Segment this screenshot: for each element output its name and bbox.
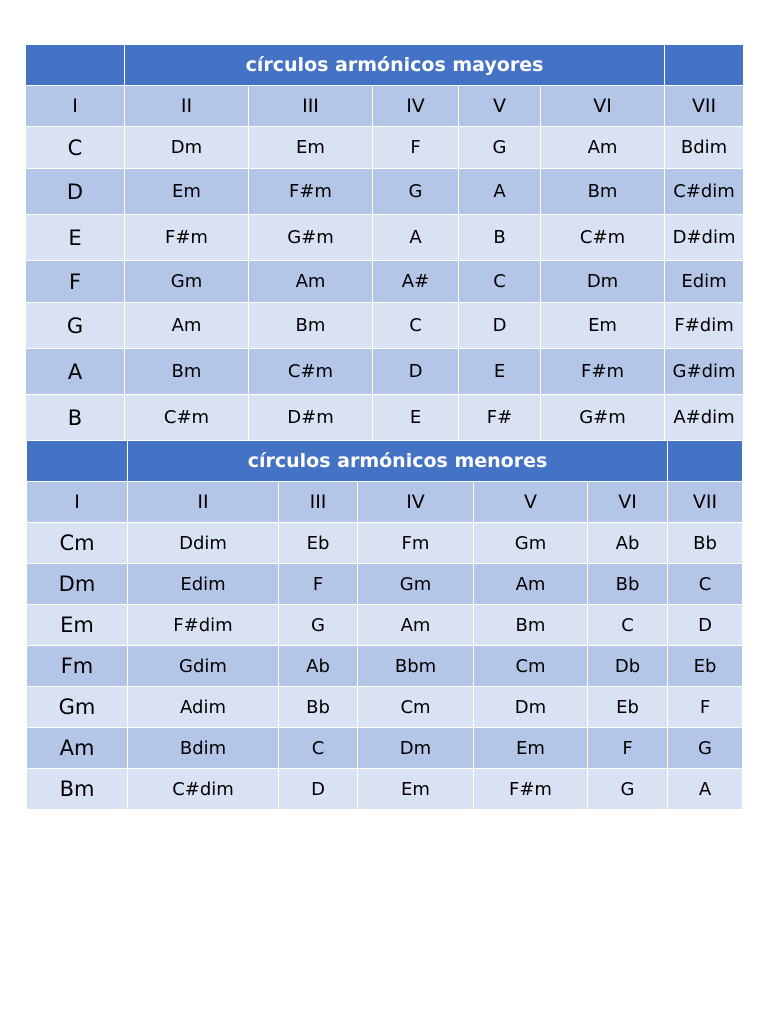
chord-cell: Dm [541,261,665,303]
title-blank-cell [27,441,128,482]
chord-cell: Gm [125,261,249,303]
chord-cell: A [26,349,125,395]
chord-cell: Am [27,728,128,769]
chord-cell: F#dim [665,303,744,349]
chord-cell: Cm [358,687,474,728]
chord-cell: A# [373,261,459,303]
chord-cell: E [26,215,125,261]
chord-cell: G [373,169,459,215]
title-blank-cell [668,441,743,482]
chord-cell: Bbm [358,646,474,687]
chord-cell: Dm [125,127,249,169]
chord-cell: C [279,728,358,769]
degree-header-row [27,482,743,523]
degree-header: II [128,482,279,523]
chord-cell: Cm [474,646,588,687]
chord-cell: Em [125,169,249,215]
chord-cell: G [588,769,668,810]
degree-header: IV [358,482,474,523]
chord-cell: Am [125,303,249,349]
chord-cell: D [26,169,125,215]
table-row [27,687,743,728]
chord-cell: Bb [588,564,668,605]
chord-cell: D [459,303,541,349]
chord-cell: G [668,728,743,769]
degree-header: V [459,86,541,127]
chord-cell: F#m [474,769,588,810]
degree-header: VII [668,482,743,523]
chord-cell: Bb [668,523,743,564]
chord-cell: F#m [125,215,249,261]
chord-cell: Em [474,728,588,769]
chord-cell: E [459,349,541,395]
chord-cell: Ab [279,646,358,687]
chord-cell: F [279,564,358,605]
chord-cell: Bdim [665,127,744,169]
major-chords-table [25,44,744,441]
table-row [26,169,744,215]
chord-cell: Bb [279,687,358,728]
chord-cell: A [373,215,459,261]
chord-cell: Em [249,127,373,169]
chord-cell: G#dim [665,349,744,395]
chord-cell: Edim [665,261,744,303]
chord-cell: D#dim [665,215,744,261]
chord-cell: F [588,728,668,769]
chord-cell: Am [541,127,665,169]
chord-cell: Em [358,769,474,810]
chord-cell: Fm [358,523,474,564]
chord-cell: Am [474,564,588,605]
chord-cell: Adim [128,687,279,728]
chord-cell: D [373,349,459,395]
degree-header: IV [373,86,459,127]
chord-cell: F#m [249,169,373,215]
chord-cell: F# [459,395,541,441]
chord-cell: C [588,605,668,646]
degree-header: III [279,482,358,523]
table-row [27,646,743,687]
chord-cell: Db [588,646,668,687]
chord-cell: Edim [128,564,279,605]
degree-header: I [26,86,125,127]
chord-cell: C [668,564,743,605]
chord-cell: Eb [279,523,358,564]
chord-cell: F#dim [128,605,279,646]
chord-cell: Am [249,261,373,303]
chord-cell: A [459,169,541,215]
chord-cell: D [279,769,358,810]
chord-cell: B [26,395,125,441]
chord-cell: Bm [474,605,588,646]
chord-cell: C [459,261,541,303]
chord-cell: Ddim [128,523,279,564]
table-title: círculos armónicos menores [128,441,668,482]
degree-header: III [249,86,373,127]
chord-cell: G [459,127,541,169]
chord-cell: Gm [474,523,588,564]
chord-cell: G#m [249,215,373,261]
table-row [26,349,744,395]
chord-cell: D#m [249,395,373,441]
chord-cell: D [668,605,743,646]
table-title-row [27,441,743,482]
degree-header: VI [541,86,665,127]
table-row [26,395,744,441]
degree-header: I [27,482,128,523]
chord-cell: Cm [27,523,128,564]
chord-cell: Gm [27,687,128,728]
chord-cell: Gdim [128,646,279,687]
chord-cell: Bm [125,349,249,395]
degree-header: VII [665,86,744,127]
table-row [26,261,744,303]
table-row [27,769,743,810]
chord-cell: Dm [27,564,128,605]
chord-cell: Ab [588,523,668,564]
table-row [26,215,744,261]
chord-cell: C#m [249,349,373,395]
title-blank-cell [665,45,744,86]
chord-cell: Eb [668,646,743,687]
table-row [27,728,743,769]
table-row [26,303,744,349]
chord-cell: C#dim [128,769,279,810]
chord-cell: G#m [541,395,665,441]
chord-cell: Bm [541,169,665,215]
chord-cell: A [668,769,743,810]
minor-chords-table [26,440,743,810]
chord-cell: G [279,605,358,646]
table-row [27,523,743,564]
degree-header: V [474,482,588,523]
chord-cell: Am [358,605,474,646]
chord-cell: C#m [125,395,249,441]
title-blank-cell [26,45,125,86]
chord-cell: Gm [358,564,474,605]
chord-cell: F [668,687,743,728]
chord-cell: G [26,303,125,349]
chord-cell: Dm [358,728,474,769]
chord-cell: A#dim [665,395,744,441]
chord-cell: F#m [541,349,665,395]
chord-cell: Bdim [128,728,279,769]
degree-header: II [125,86,249,127]
table-title: círculos armónicos mayores [125,45,665,86]
table-row [27,605,743,646]
chord-cell: Fm [27,646,128,687]
table-row [27,564,743,605]
chord-cell: E [373,395,459,441]
chord-cell: C [26,127,125,169]
degree-header-row [26,86,744,127]
chord-cell: Em [27,605,128,646]
table-row [26,127,744,169]
degree-header: VI [588,482,668,523]
chord-cell: C#dim [665,169,744,215]
chord-cell: C#m [541,215,665,261]
chord-cell: F [26,261,125,303]
chord-cell: Bm [249,303,373,349]
chord-cell: C [373,303,459,349]
chord-cell: Em [541,303,665,349]
chord-cell: B [459,215,541,261]
chord-cell: Dm [474,687,588,728]
table-title-row [26,45,744,86]
chord-cell: F [373,127,459,169]
chord-cell: Bm [27,769,128,810]
chord-cell: Eb [588,687,668,728]
